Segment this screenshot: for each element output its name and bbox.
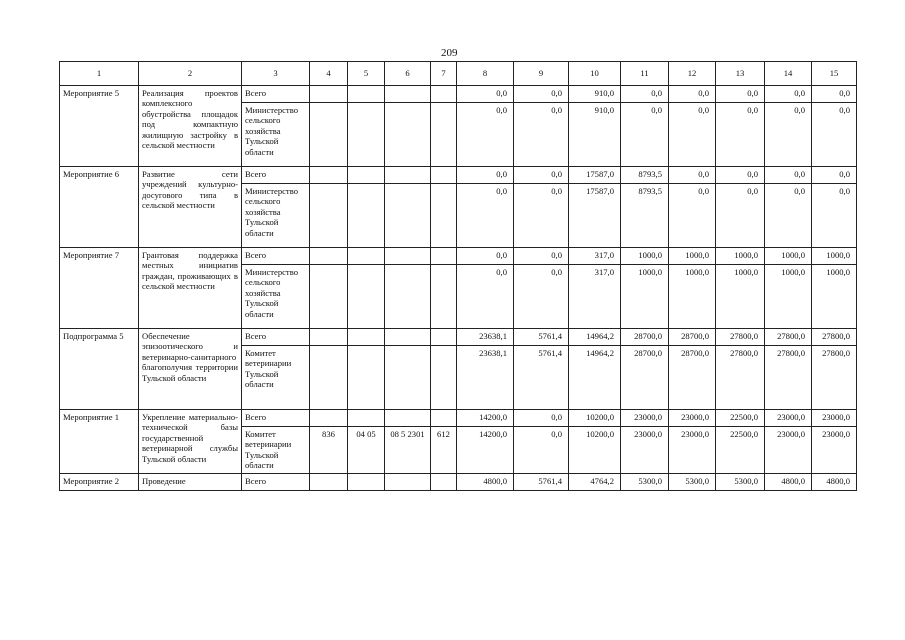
executor-cell: Всего <box>242 248 310 265</box>
value-cell: 1000,0 <box>716 265 765 329</box>
value-cell: 28700,0 <box>621 346 669 410</box>
value-cell: 1000,0 <box>621 248 669 265</box>
row-name-cell: Подпрограмма 5 <box>60 329 139 410</box>
row-name-cell: Мероприятие 1 <box>60 410 139 474</box>
value-cell: 14964,2 <box>569 346 621 410</box>
code-cell <box>385 103 431 167</box>
value-cell: 317,0 <box>569 248 621 265</box>
executor-cell: Министерство сельского хозяйства Тульской области <box>242 265 310 329</box>
page-number: 209 <box>441 47 458 59</box>
value-cell: 0,0 <box>716 167 765 184</box>
value-cell: 1000,0 <box>669 265 716 329</box>
value-cell: 0,0 <box>812 103 857 167</box>
value-cell: 23000,0 <box>812 410 857 427</box>
executor-cell: Министерство сельского хозяйства Тульской области <box>242 103 310 167</box>
header-cell: 1 <box>60 62 139 86</box>
value-cell: 0,0 <box>716 103 765 167</box>
value-cell: 5300,0 <box>669 473 716 490</box>
value-cell: 23000,0 <box>812 427 857 474</box>
value-cell: 0,0 <box>457 103 514 167</box>
row-name-cell: Мероприятие 7 <box>60 248 139 329</box>
value-cell: 0,0 <box>457 86 514 103</box>
value-cell: 5300,0 <box>716 473 765 490</box>
description-cell: Реализация проектов комплексного обустройства площадок под компактную жилищную застройку в сельской местности <box>139 86 242 167</box>
code-cell <box>385 473 431 490</box>
code-cell <box>310 167 348 184</box>
value-cell: 0,0 <box>765 167 812 184</box>
value-cell: 0,0 <box>669 184 716 248</box>
executor-cell: Комитет ветеринарии Тульской области <box>242 346 310 410</box>
value-cell: 4800,0 <box>765 473 812 490</box>
value-cell: 1000,0 <box>669 248 716 265</box>
header-cell: 3 <box>242 62 310 86</box>
code-cell <box>348 346 385 410</box>
header-cell: 12 <box>669 62 716 86</box>
value-cell: 5761,4 <box>514 473 569 490</box>
code-cell <box>385 167 431 184</box>
value-cell: 0,0 <box>669 167 716 184</box>
code-cell <box>385 184 431 248</box>
value-cell: 14200,0 <box>457 427 514 474</box>
value-cell: 8793,5 <box>621 184 669 248</box>
value-cell: 14200,0 <box>457 410 514 427</box>
description-cell: Укрепление материально-технической базы государственной ветеринарной службы Тульской области <box>139 410 242 474</box>
value-cell: 27800,0 <box>716 346 765 410</box>
value-cell: 1000,0 <box>716 248 765 265</box>
code-cell <box>348 184 385 248</box>
value-cell: 0,0 <box>514 184 569 248</box>
description-cell: Развитие сети учреждений культурно-досугового типа в сельской местности <box>139 167 242 248</box>
value-cell: 4800,0 <box>457 473 514 490</box>
value-cell: 0,0 <box>812 86 857 103</box>
table-row <box>60 167 857 184</box>
code-cell <box>348 167 385 184</box>
value-cell: 0,0 <box>621 86 669 103</box>
value-cell: 910,0 <box>569 86 621 103</box>
code-cell <box>385 346 431 410</box>
code-cell <box>310 86 348 103</box>
code-cell <box>348 248 385 265</box>
value-cell: 1000,0 <box>765 248 812 265</box>
code-cell <box>385 265 431 329</box>
code-cell <box>348 265 385 329</box>
value-cell: 27800,0 <box>716 329 765 346</box>
value-cell: 4764,2 <box>569 473 621 490</box>
code-cell: 08 5 2301 <box>385 427 431 474</box>
code-cell <box>385 410 431 427</box>
value-cell: 5761,4 <box>514 329 569 346</box>
value-cell: 27800,0 <box>765 346 812 410</box>
value-cell: 23638,1 <box>457 329 514 346</box>
row-name-cell: Мероприятие 6 <box>60 167 139 248</box>
value-cell: 0,0 <box>765 86 812 103</box>
value-cell: 23000,0 <box>669 427 716 474</box>
code-cell <box>431 184 457 248</box>
value-cell: 17587,0 <box>569 184 621 248</box>
value-cell: 10200,0 <box>569 427 621 474</box>
value-cell: 28700,0 <box>621 329 669 346</box>
value-cell: 0,0 <box>812 167 857 184</box>
code-cell <box>348 473 385 490</box>
value-cell: 0,0 <box>514 427 569 474</box>
table-row <box>60 410 857 427</box>
value-cell: 0,0 <box>514 248 569 265</box>
header-cell: 14 <box>765 62 812 86</box>
executor-cell: Всего <box>242 86 310 103</box>
value-cell: 0,0 <box>716 184 765 248</box>
executor-cell: Всего <box>242 410 310 427</box>
code-cell <box>310 265 348 329</box>
value-cell: 0,0 <box>716 86 765 103</box>
value-cell: 0,0 <box>514 103 569 167</box>
header-cell: 4 <box>310 62 348 86</box>
value-cell: 5761,4 <box>514 346 569 410</box>
table-row <box>60 329 857 346</box>
value-cell: 22500,0 <box>716 427 765 474</box>
value-cell: 17587,0 <box>569 167 621 184</box>
code-cell <box>348 329 385 346</box>
value-cell: 0,0 <box>457 265 514 329</box>
code-cell <box>348 86 385 103</box>
value-cell: 0,0 <box>514 265 569 329</box>
value-cell: 0,0 <box>621 103 669 167</box>
executor-cell: Всего <box>242 167 310 184</box>
code-cell <box>348 410 385 427</box>
code-cell <box>431 473 457 490</box>
value-cell: 1000,0 <box>812 248 857 265</box>
value-cell: 1000,0 <box>765 265 812 329</box>
value-cell: 4800,0 <box>812 473 857 490</box>
code-cell <box>431 248 457 265</box>
value-cell: 0,0 <box>457 184 514 248</box>
header-cell: 2 <box>139 62 242 86</box>
row-name-cell: Мероприятие 2 <box>60 473 139 490</box>
value-cell: 910,0 <box>569 103 621 167</box>
code-cell <box>431 410 457 427</box>
value-cell: 1000,0 <box>621 265 669 329</box>
header-cell: 13 <box>716 62 765 86</box>
code-cell <box>310 248 348 265</box>
value-cell: 0,0 <box>514 167 569 184</box>
header-cell: 9 <box>514 62 569 86</box>
description-cell: Грантовая поддержка местных инициатив граждан, проживающих в сельской местности <box>139 248 242 329</box>
value-cell: 28700,0 <box>669 346 716 410</box>
header-cell: 8 <box>457 62 514 86</box>
value-cell: 23638,1 <box>457 346 514 410</box>
value-cell: 317,0 <box>569 265 621 329</box>
value-cell: 0,0 <box>765 103 812 167</box>
value-cell: 0,0 <box>514 410 569 427</box>
code-cell <box>310 103 348 167</box>
code-cell <box>310 410 348 427</box>
value-cell: 28700,0 <box>669 329 716 346</box>
header-cell: 15 <box>812 62 857 86</box>
value-cell: 22500,0 <box>716 410 765 427</box>
code-cell <box>385 248 431 265</box>
code-cell: 836 <box>310 427 348 474</box>
value-cell: 27800,0 <box>765 329 812 346</box>
value-cell: 27800,0 <box>812 329 857 346</box>
value-cell: 0,0 <box>669 103 716 167</box>
executor-cell: Комитет ветеринарии Тульской области <box>242 427 310 474</box>
executor-cell: Всего <box>242 329 310 346</box>
code-cell <box>348 103 385 167</box>
value-cell: 23000,0 <box>765 410 812 427</box>
code-cell <box>431 103 457 167</box>
code-cell <box>385 86 431 103</box>
value-cell: 23000,0 <box>765 427 812 474</box>
header-cell: 6 <box>385 62 431 86</box>
value-cell: 5300,0 <box>621 473 669 490</box>
table-body <box>60 62 857 491</box>
description-cell: Проведение <box>139 473 242 490</box>
code-cell: 04 05 <box>348 427 385 474</box>
code-cell <box>431 346 457 410</box>
code-cell <box>385 329 431 346</box>
value-cell: 14964,2 <box>569 329 621 346</box>
header-cell: 10 <box>569 62 621 86</box>
header-cell: 5 <box>348 62 385 86</box>
value-cell: 0,0 <box>457 167 514 184</box>
table-row <box>60 473 857 490</box>
value-cell: 0,0 <box>669 86 716 103</box>
code-cell <box>431 265 457 329</box>
value-cell: 27800,0 <box>812 346 857 410</box>
value-cell: 23000,0 <box>669 410 716 427</box>
value-cell: 23000,0 <box>621 410 669 427</box>
executor-cell: Министерство сельского хозяйства Тульской области <box>242 184 310 248</box>
executor-cell: Всего <box>242 473 310 490</box>
value-cell: 8793,5 <box>621 167 669 184</box>
header-cell: 7 <box>431 62 457 86</box>
value-cell: 23000,0 <box>621 427 669 474</box>
budget-table <box>59 61 857 491</box>
code-cell <box>310 329 348 346</box>
table-row <box>60 248 857 265</box>
description-cell: Обеспечение эпизоотического и ветеринарно-санитарного благополучия территории Тульской области <box>139 329 242 410</box>
value-cell: 1000,0 <box>812 265 857 329</box>
value-cell: 0,0 <box>765 184 812 248</box>
code-cell <box>431 86 457 103</box>
value-cell: 10200,0 <box>569 410 621 427</box>
code-cell <box>431 167 457 184</box>
header-cell: 11 <box>621 62 669 86</box>
value-cell: 0,0 <box>812 184 857 248</box>
header-row <box>60 62 857 86</box>
code-cell <box>310 346 348 410</box>
code-cell <box>431 329 457 346</box>
code-cell: 612 <box>431 427 457 474</box>
value-cell: 0,0 <box>457 248 514 265</box>
table-row <box>60 86 857 103</box>
row-name-cell: Мероприятие 5 <box>60 86 139 167</box>
code-cell <box>310 473 348 490</box>
value-cell: 0,0 <box>514 86 569 103</box>
code-cell <box>310 184 348 248</box>
